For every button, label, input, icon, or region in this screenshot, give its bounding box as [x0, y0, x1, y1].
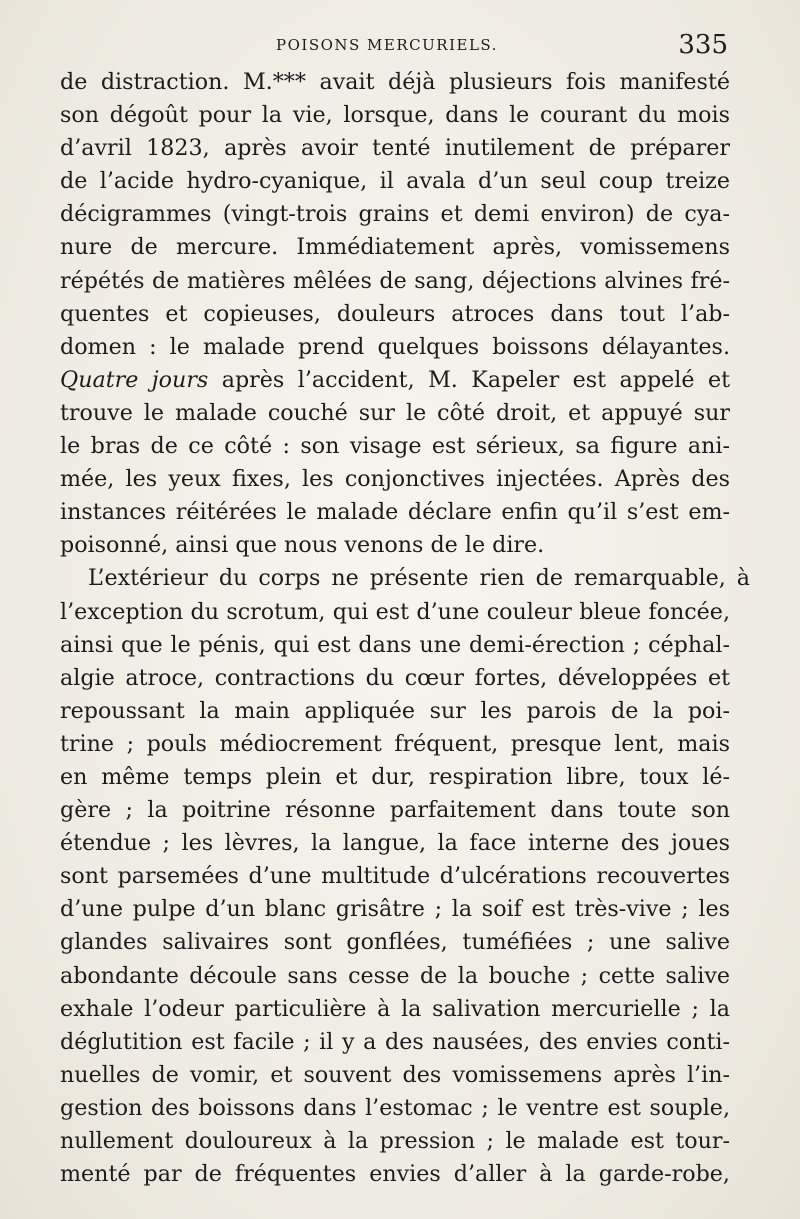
body-text: [60, 66, 750, 1191]
text-line: nullement douloureux à la pression ; le malade est tour-: [60, 1128, 730, 1154]
text-line: trouve le malade couché sur le côté droit, et appuyé sur: [60, 399, 730, 426]
text-line: trine ; pouls médiocrement fréquent, presque lent, mais: [60, 730, 730, 757]
italic-phrase: Quatre jours: [60, 366, 209, 393]
text-line: sont parsemées d’une multitude d’ulcérations recouvertes: [60, 863, 730, 890]
text-line: glandes salivaires sont gonflées, tuméfiées ; une salive: [60, 929, 730, 956]
text-line: gère ; la poitrine résonne parfaitement dans toute son: [60, 797, 730, 824]
text-line: domen : le malade prend quelques boissons délayantes.: [60, 333, 730, 360]
line-rest: après l’accident, M. Kapeler est appelé et: [208, 366, 730, 393]
text-line: abondante découle sans cesse de la bouche ; cette salive: [60, 962, 730, 989]
text-line: repoussant la main appliquée sur les parois de la poi-: [60, 697, 730, 724]
paragraph-1: [60, 66, 730, 562]
text-line: étendue ; les lèvres, la langue, la face interne des joues: [60, 830, 730, 857]
text-line: nure de mercure. Immédiatement après, vomissemens: [60, 234, 730, 261]
text-line: nuelles de vomir, et souvent des vomissemens après l’in-: [60, 1061, 730, 1088]
page-number: 335: [678, 30, 728, 60]
text-line: décigrammes (vingt-trois grains et demi environ) de cya-: [60, 201, 730, 228]
text-line: répétés de matières mêlées de sang, déjections alvines fré-: [60, 267, 730, 294]
text-line: d’une pulpe d’un blanc grisâtre ; la soif est très-vive ; les: [60, 896, 730, 923]
text-line: menté par de fréquentes envies d’aller à la garde-robe,: [60, 1161, 730, 1188]
text-line: de l’acide hydro-cyanique, il avala d’un seul coup treize: [60, 168, 730, 195]
text-line: l’exception du scrotum, qui est d’une couleur bleue foncée,: [60, 598, 730, 625]
text-line: d’avril 1823, après avoir tenté inutilement de préparer: [60, 135, 730, 162]
running-head: [60, 30, 728, 64]
text-line: gestion des boissons dans l’estomac ; le ventre est souple,: [60, 1094, 730, 1121]
text-line: mée, les yeux fixes, les conjonctives injectées. Après des: [60, 466, 730, 493]
running-title: POISONS MERCURIELS.: [276, 36, 498, 54]
text-line: L’extérieur du corps ne présente rien de remarquable, à: [88, 565, 750, 592]
text-line-italic-start: [60, 364, 730, 397]
text-line: déglutition est facile ; il y a des nausées, des envies conti-: [60, 1028, 730, 1055]
paragraph-2: [60, 562, 750, 1191]
text-line: en même temps plein et dur, respiration libre, toux lé-: [60, 763, 730, 790]
text-line: son dégoût pour la vie, lorsque, dans le courant du mois: [60, 102, 730, 129]
text-line: exhale l’odeur particulière à la salivation mercurielle ; la: [60, 995, 730, 1022]
text-line: de distraction. M.*** avait déjà plusieurs fois manifesté: [60, 69, 730, 95]
text-line: ainsi que le pénis, qui est dans une demi-érection ; céphal-: [60, 631, 730, 658]
text-line: instances réitérées le malade déclare enfin qu’il s’est em-: [60, 499, 730, 526]
text-line: poisonné, ainsi que nous venons de le dire.: [60, 532, 545, 559]
text-line: le bras de ce côté : son visage est sérieux, sa figure ani-: [60, 433, 730, 460]
text-line: quentes et copieuses, douleurs atroces dans tout l’ab-: [60, 300, 730, 327]
text-line: algie atroce, contractions du cœur fortes, développées et: [60, 664, 730, 691]
